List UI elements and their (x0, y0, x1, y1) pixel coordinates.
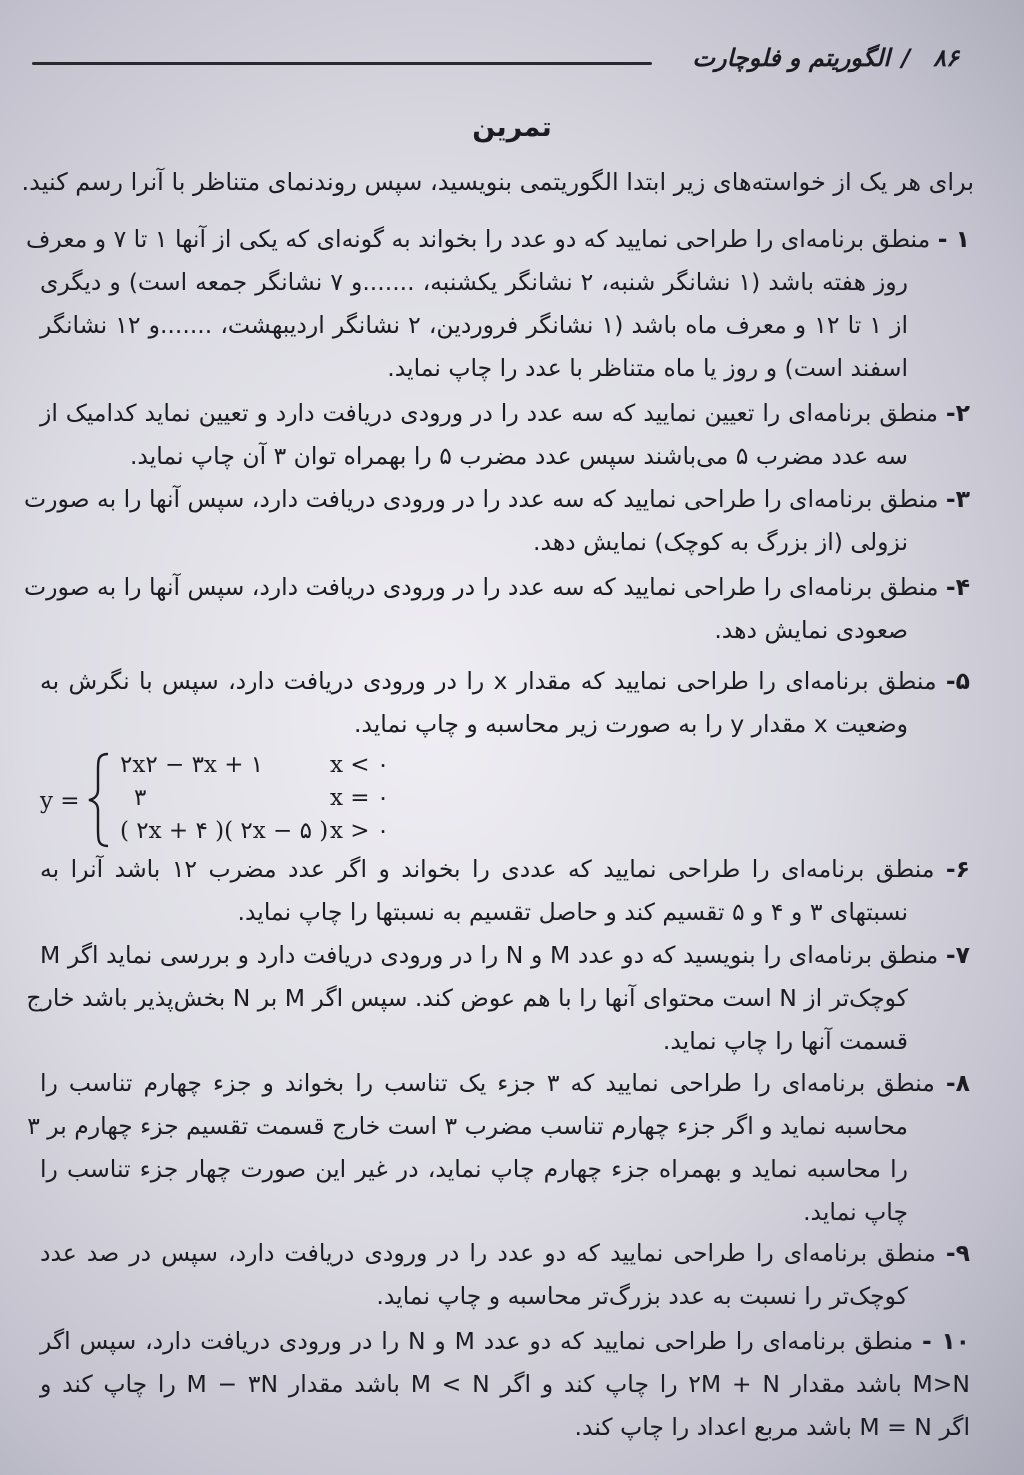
formula-case-cond: x = ۰ (330, 785, 390, 811)
exercise-line: چاپ نماید. (803, 1198, 908, 1226)
exercise-number: ۲- (945, 399, 970, 427)
formula-case-expr: ۳ (134, 785, 147, 811)
formula-case-expr: ۲x۲ − ۳x + ۱ (120, 752, 264, 778)
exercise-number: ۷- (945, 941, 970, 969)
exercise-6 (40, 848, 970, 934)
exercise-5 (40, 660, 970, 746)
section-title: تمرین (472, 112, 552, 143)
exercise-number: ۱ - (937, 225, 970, 253)
exercise-line: نزولی (از بزرگ به کوچک) نمایش دهد. (532, 528, 908, 556)
exercise-line: ۳- منطق برنامه‌ای را طراحی نمایید که سه عدد را در ورودی دریافت دارد، سپس آنها را به صورت (24, 485, 970, 513)
exercise-3 (24, 478, 970, 564)
exercise-8 (27, 1062, 970, 1234)
exercise-10 (40, 1320, 970, 1449)
exercise-line: صعودی نمایش دهد. (714, 616, 908, 644)
piecewise-formula (40, 752, 400, 852)
exercise-line: اگر M = N باشد مربع اعداد را چاپ کند. (574, 1413, 970, 1441)
exercise-line: ۲- منطق برنامه‌ای را تعیین نمایید که سه عدد را در ورودی دریافت دارد و تعیین نماید کدامیک از (40, 399, 970, 427)
exercise-9 (40, 1232, 970, 1318)
exercise-line: قسمت آنها را چاپ نماید. (662, 1027, 908, 1055)
exercise-line: اسفند است) و روز یا ماه متناظر با عدد را چاپ نماید. (387, 354, 908, 382)
exercise-line: ۱ - منطق برنامه‌ای را طراحی نمایید که دو عدد را بخواند به گونه‌ای که یکی از آنها ۱ تا ۷ و معرف (26, 225, 970, 253)
exercise-2 (40, 392, 970, 478)
exercise-number: ۱۰ - (922, 1327, 971, 1355)
exercise-line: M>N باشد مقدار ۲M + N را چاپ کند و اگر M < N باشد مقدار M − ۳N را چاپ کند و (40, 1370, 971, 1398)
exercise-line: ۱۰ - منطق برنامه‌ای را طراحی نمایید که دو عدد M و N را در ورودی دریافت دارد، سپس اگر (40, 1327, 971, 1355)
exercise-number: ۵- (945, 667, 970, 695)
intro-paragraph: برای هر یک از خواسته‌های زیر ابتدا الگوریتمی بنویسید، سپس روندنمای متناظر با آنرا رسم کنید. (21, 168, 974, 196)
formula-lhs: y = (40, 788, 80, 814)
left-brace-icon (86, 752, 112, 848)
exercise-number: ۹- (945, 1239, 970, 1267)
exercise-line: سه عدد مضرب ۵ می‌باشند سپس عدد مضرب ۵ را بهمراه توان ۳ آن چاپ نماید. (129, 442, 908, 470)
exercise-line: ۷- منطق برنامه‌ای را بنویسید که دو عدد M و N را در ورودی دریافت دارد و بررسی نماید اگر M (40, 941, 970, 969)
exercise-number: ۳- (945, 485, 970, 513)
exercise-line: را محاسبه نماید و بهمراه جزء چهارم چاپ نماید، در غیر این صورت چهار جزء تناسب را (40, 1155, 908, 1183)
exercise-line: ۵- منطق برنامه‌ای را طراحی نمایید که مقدار x را در ورودی دریافت دارد، سپس با نگرش به (40, 667, 970, 695)
header-separator: / (901, 44, 911, 72)
exercise-line: ۶- منطق برنامه‌ای را طراحی نمایید که عددی را بخواند و اگر عدد مضرب ۱۲ باشد آنرا به (40, 855, 970, 883)
exercise-line: ۹- منطق برنامه‌ای را طراحی نمایید که دو عدد را در ورودی دریافت دارد، سپس در صد عدد (40, 1239, 970, 1267)
exercise-number: ۸- (945, 1069, 970, 1097)
exercise-line: کوچک‌تر از N است محتوای آنها را با هم عوض کند. سپس اگر M بر N بخش‌پذیر باشد خارج (26, 984, 908, 1012)
header-rule (32, 62, 652, 65)
exercise-line: نسبتهای ۳ و ۴ و ۵ تقسیم کند و حاصل تقسیم به نسبتها را چاپ نماید. (237, 898, 908, 926)
formula-case-cond: x > ۰ (330, 818, 390, 844)
page-number: ۸۶ (933, 44, 959, 72)
formula-case-expr: ( ۲x + ۴ )( ۲x − ۵ ) (120, 818, 329, 844)
exercise-line: ۸- منطق برنامه‌ای را طراحی نمایید که ۳ جزء یک تناسب را بخواند و جزء چهارم تناسب را (40, 1069, 970, 1097)
exercise-line: از ۱ تا ۱۲ و معرف ماه باشد (۱ نشانگر فروردین، ۲ نشانگر اردیبهشت، .......و ۱۲ نشانگر (40, 311, 909, 339)
exercise-line: محاسبه نماید و اگر جزء چهارم تناسب مضرب ۳ است خارج قسمت تقسیم جزء چهارم بر ۳ (27, 1112, 908, 1140)
book-title: الگوریتم و فلوچارت (692, 44, 890, 72)
exercise-number: ۶- (945, 855, 970, 883)
exercise-1 (26, 218, 970, 390)
exercise-line: کوچک‌تر را نسبت به عدد بزرگ‌تر محاسبه و چاپ نماید. (376, 1282, 908, 1310)
exercise-number: ۴- (945, 573, 970, 601)
exercise-4 (24, 566, 970, 652)
exercise-line: روز هفته باشد (۱ نشانگر شنبه، ۲ نشانگر یکشنبه، .......و ۷ نشانگر جمعه است) و دیگری (40, 268, 909, 296)
exercise-line: وضعیت x مقدار y را به صورت زیر محاسبه و چاپ نماید. (353, 710, 908, 738)
exercise-line: ۴- منطق برنامه‌ای را طراحی نمایید که سه عدد را در ورودی دریافت دارد، سپس آنها را به صورت (24, 573, 970, 601)
exercise-7 (26, 934, 970, 1063)
formula-case-cond: x < ۰ (330, 752, 390, 778)
